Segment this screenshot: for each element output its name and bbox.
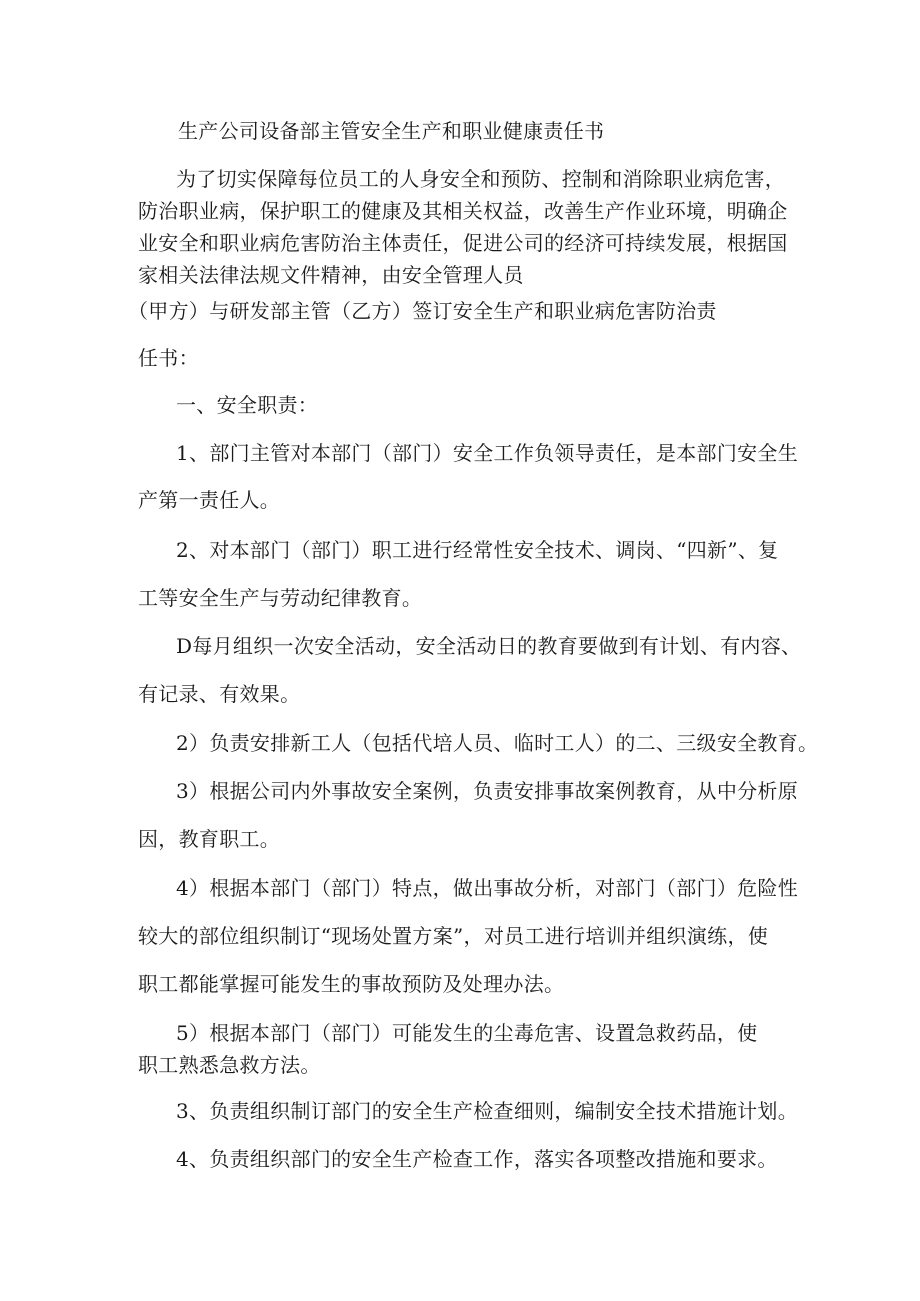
paragraph-line: 任书： (138, 346, 199, 370)
paragraph-line: 为了切实保障每位员工的人身安全和预防、控制和消除职业病危害， (176, 167, 785, 191)
paragraph-line: 产第一责任人。 (138, 488, 281, 512)
paragraph-line: 防治职业病，保护职工的健康及其相关权益，改善生产作业环境，明确企 (138, 199, 788, 223)
section-heading: 一、安全职责： (176, 393, 319, 417)
paragraph-line: 家相关法律法规文件精神，由安全管理人员 (138, 263, 524, 287)
paragraph-line: 4）根据本部门（部门）特点，做出事故分析，对部门（部门）危险性 (176, 876, 799, 900)
paragraph-line: 5）根据本部门（部门）可能发生的尘毒危害、设置急救药品，使 (176, 1021, 758, 1045)
paragraph-line: （甲方）与研发部主管（乙方）签订安全生产和职业病危害防治责 (128, 299, 717, 323)
paragraph-line: 职工都能掌握可能发生的事故预防及处理办法。 (138, 972, 565, 996)
paragraph-line: 职工熟悉急救方法。 (138, 1053, 321, 1077)
paragraph-line: 4、负责组织部门的安全生产检查工作，落实各项整改措施和要求。 (176, 1147, 778, 1171)
paragraph-line: 3）根据公司内外事故安全案例，负责安排事故案例教育，从中分析原 (176, 779, 799, 803)
paragraph-line: 2、对本部门（部门）职工进行经常性安全技术、调岗、“四新”、复 (176, 538, 779, 562)
paragraph-line: 1、部门主管对本部门（部门）安全工作负领导责任，是本部门安全生 (176, 441, 799, 465)
document-title: 生产公司设备部主管安全生产和职业健康责任书 (178, 119, 605, 143)
paragraph-line: 3、负责组织制订部门的安全生产检查细则，编制安全技术措施计划。 (176, 1099, 799, 1123)
paragraph-line: 因，教育职工。 (138, 827, 281, 851)
paragraph-line: 较大的部位组织制订“现场处置方案”，对员工进行培训并组织演练，使 (138, 924, 769, 948)
paragraph-line: 有记录、有效果。 (138, 682, 301, 706)
paragraph-line: 2）负责安排新工人（包括代培人员、临时工人）的二、三级安全教育。 (176, 731, 819, 755)
paragraph-line: 业安全和职业病危害防治主体责任，促进公司的经济可持续发展，根据国 (138, 231, 788, 255)
paragraph-line: 工等安全生产与劳动纪律教育。 (138, 586, 423, 610)
paragraph-line: D每月组织一次安全活动，安全活动日的教育要做到有计划、有内容、 (176, 634, 802, 658)
